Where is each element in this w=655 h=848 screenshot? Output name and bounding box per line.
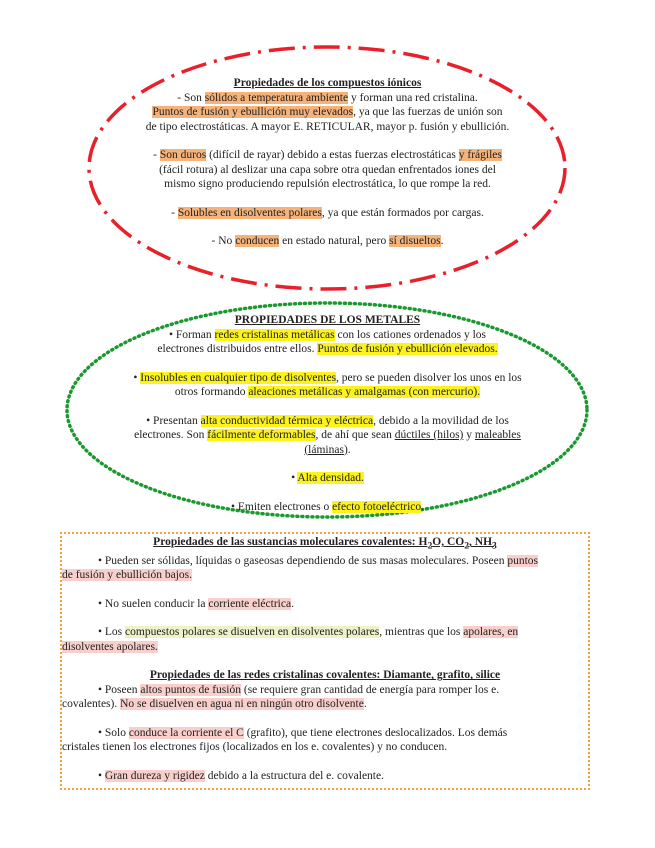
metals-section bbox=[100, 313, 555, 514]
network-p2: • Solo conduce la corriente el C (grafito), que tiene electrones deslocalizados. Los demás bbox=[98, 726, 508, 739]
ionic-p1b: Puntos de fusión y ebullición muy elevados, ya que las fuerzas de unión son bbox=[152, 106, 503, 118]
metals-p1: • Forman redes cristalinas metálicas con los cationes ordenados y los bbox=[168, 328, 486, 341]
network-title: Propiedades de las redes cristalinas covalentes: Diamante, grafito, silice bbox=[149, 669, 501, 682]
metals-p2: • Insolubles en cualquier tipo de disolventes, pero se pueden disolver los unos en los bbox=[133, 371, 522, 384]
molecular-p2: • No suelen conducir la corriente eléctrica. bbox=[98, 597, 294, 610]
ionic-p2c: mismo signo produciendo repulsión electrostática, lo que rompe la red. bbox=[164, 178, 491, 190]
molecular-p1b: de fusión y ebullición bajos. bbox=[62, 569, 192, 582]
metals-p3: • Presentan alta conductividad térmica y eléctrica, debido a la movilidad de los bbox=[146, 414, 509, 427]
network-p3: • Gran dureza y rigidez debido a la estructura del e. covalente. bbox=[98, 769, 384, 782]
ionic-p1c: de tipo electrostáticas. A mayor E. RETICULAR, mayor p. fusión y ebullición. bbox=[145, 120, 510, 133]
metals-p1b: electrones distribuidos entre ellos. Puntos de fusión y ebullición elevados. bbox=[157, 343, 498, 355]
molecular-title: Propiedades de las sustancias moleculares covalentes: $H_2O$, $CO_2$, $NH_3$ bbox=[153, 536, 497, 552]
ionic-p3: - Solubles en disolventes polares, ya que están formados por cargas. bbox=[171, 206, 484, 219]
network-p2b: cristales tienen los electrones fijos (localizados en los e. covalentes) y no conducen. bbox=[62, 741, 448, 754]
ionic-p2b: (fácil rotura) al deslizar una capa sobre otra quedan enfrentados iones del bbox=[159, 163, 496, 176]
metals-p4: • Alta densidad. bbox=[291, 472, 364, 484]
ionic-p2: - Son duros (difícil de rayar) debido a estas fuerzas electrostáticas y frágiles bbox=[153, 149, 502, 161]
covalent-section bbox=[62, 535, 588, 783]
molecular-p3: • Los compuestos polares se disuelven en disolventes polares, mientras que los apolares, en bbox=[98, 626, 519, 639]
ionic-section bbox=[110, 76, 545, 249]
network-p1b: covalentes). No se disuelven en agua ni en ningún otro disolvente. bbox=[62, 698, 367, 711]
ionic-p1: - Son sólidos a temperatura ambiente y forman una red cristalina. bbox=[177, 91, 478, 104]
metals-p3b: electrones. Son fácilmente deformables, de ahí que sean dúctiles (hilos) y maleables bbox=[134, 429, 521, 441]
metals-p5: • Emiten electrones o efecto fotoeléctrico. bbox=[230, 500, 425, 513]
metals-title: PROPIEDADES DE LOS METALES bbox=[234, 314, 421, 326]
molecular-p3b: disolventes apolares. bbox=[62, 640, 158, 653]
network-p1: • Poseen altos puntos de fusión (se requiere gran cantidad de energía para romper los e. bbox=[98, 683, 500, 696]
metals-p2b: otros formando aleaciones metálicas y amalgamas (con mercurio). bbox=[174, 386, 481, 398]
ionic-p4: - No conducen en estado natural, pero sí disueltos. bbox=[211, 235, 444, 247]
metals-p3c: (láminas). bbox=[304, 443, 351, 456]
ionic-title: Propiedades de los compuestos iónicos bbox=[233, 77, 422, 89]
molecular-p1: • Pueden ser sólidas, líquidas o gaseosas dependiendo de sus masas moleculares. Poseen puntos bbox=[98, 554, 538, 567]
